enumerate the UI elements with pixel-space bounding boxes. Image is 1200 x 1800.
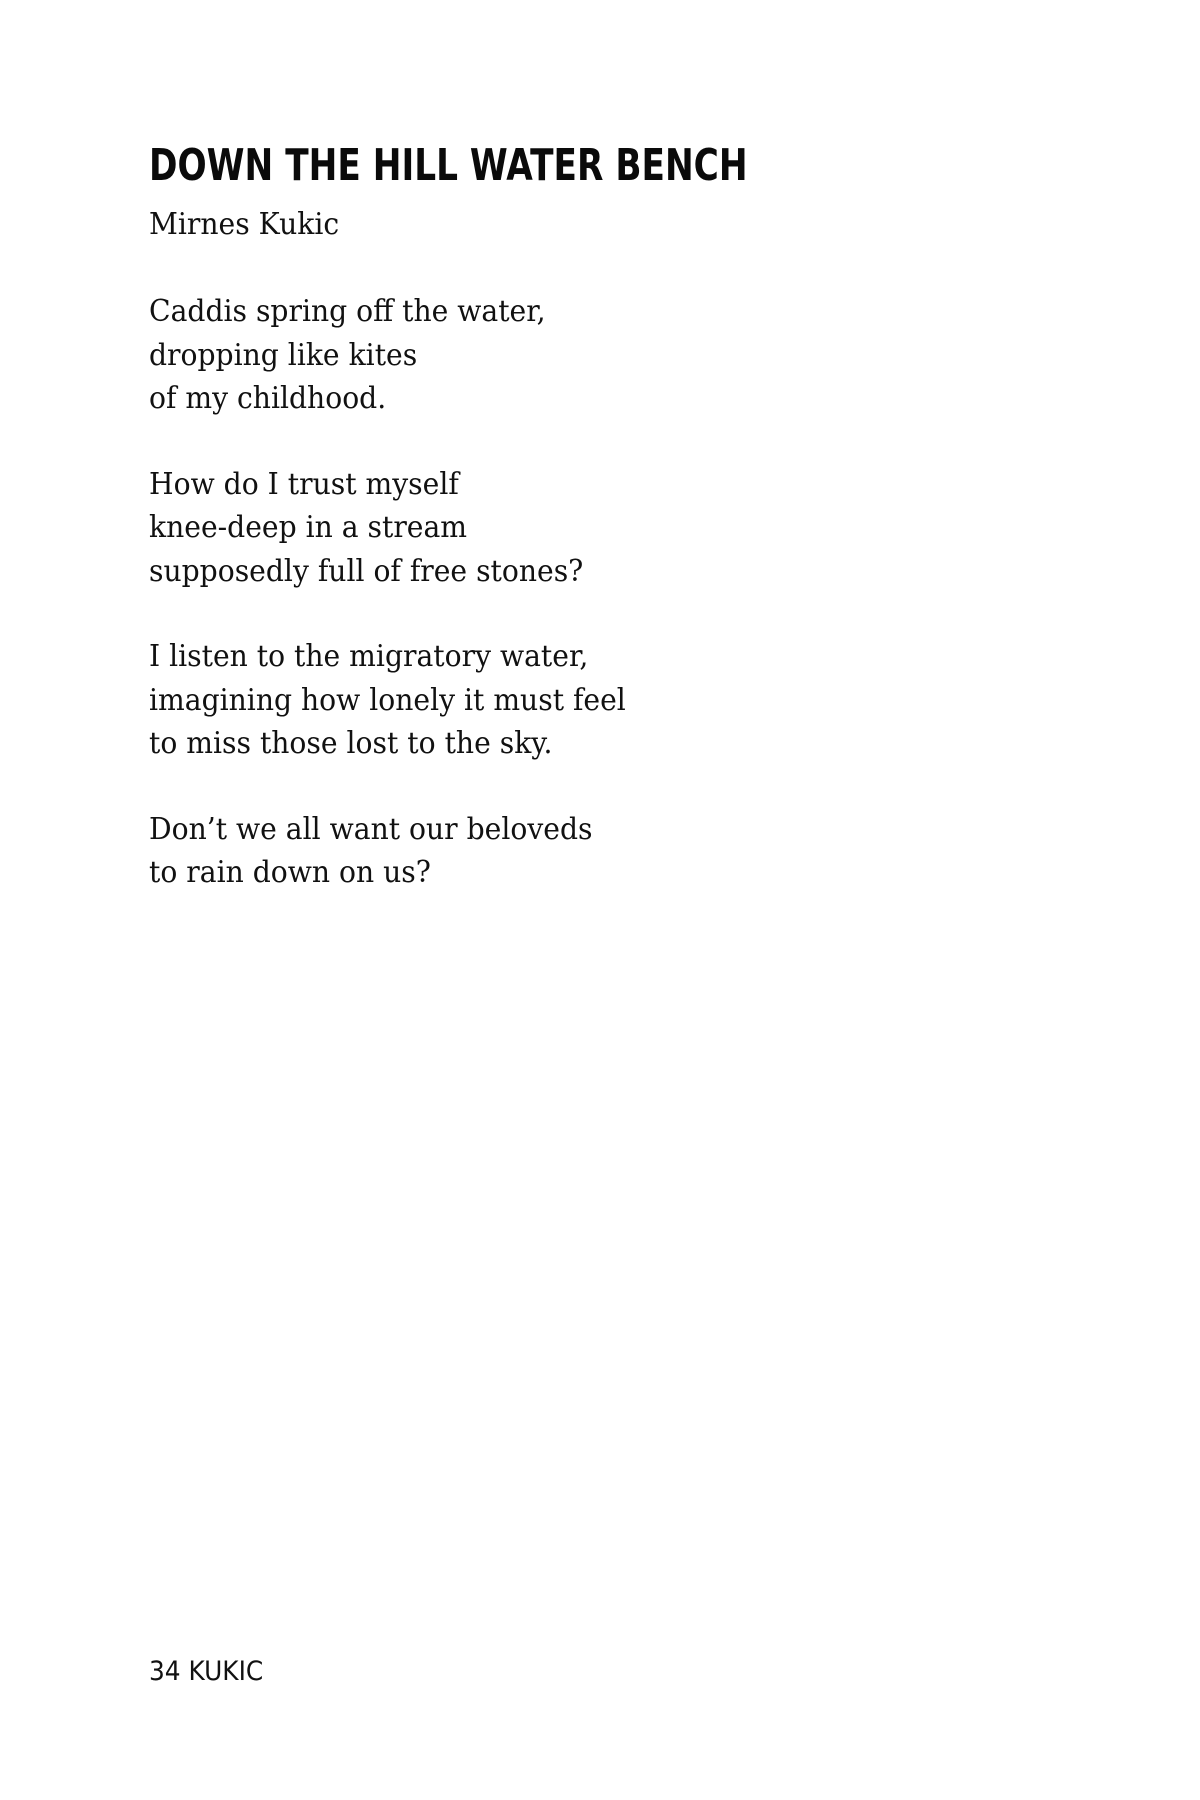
poem-line: dropping like kites bbox=[149, 337, 418, 373]
poem-line: to rain down on us? bbox=[149, 855, 431, 890]
poem-line: Don’t we all want our beloveds bbox=[149, 811, 593, 847]
poem-title: DOWN THE HILL WATER BENCH bbox=[149, 140, 748, 191]
stanza-1 bbox=[149, 290, 1049, 421]
poem-line: Caddis spring off the water, bbox=[149, 294, 546, 329]
poem-body bbox=[149, 290, 1049, 937]
poem-line: How do I trust myself bbox=[149, 466, 459, 502]
poem-line: of my childhood. bbox=[149, 381, 387, 416]
stanza-4 bbox=[149, 808, 1049, 895]
poem-line: I listen to the migratory water, bbox=[149, 639, 589, 674]
poem-line: imagining how lonely it must feel bbox=[149, 682, 626, 718]
poem-line: supposedly full of free stones? bbox=[149, 553, 584, 589]
stanza-2 bbox=[149, 463, 1049, 594]
poem-line: to miss those lost to the sky. bbox=[149, 726, 553, 761]
poem-author: Mirnes Kukic bbox=[149, 207, 340, 242]
stanza-3 bbox=[149, 635, 1049, 766]
page-footer: 34 KUKIC bbox=[149, 1656, 264, 1687]
poem-line: knee-deep in a stream bbox=[149, 510, 468, 545]
